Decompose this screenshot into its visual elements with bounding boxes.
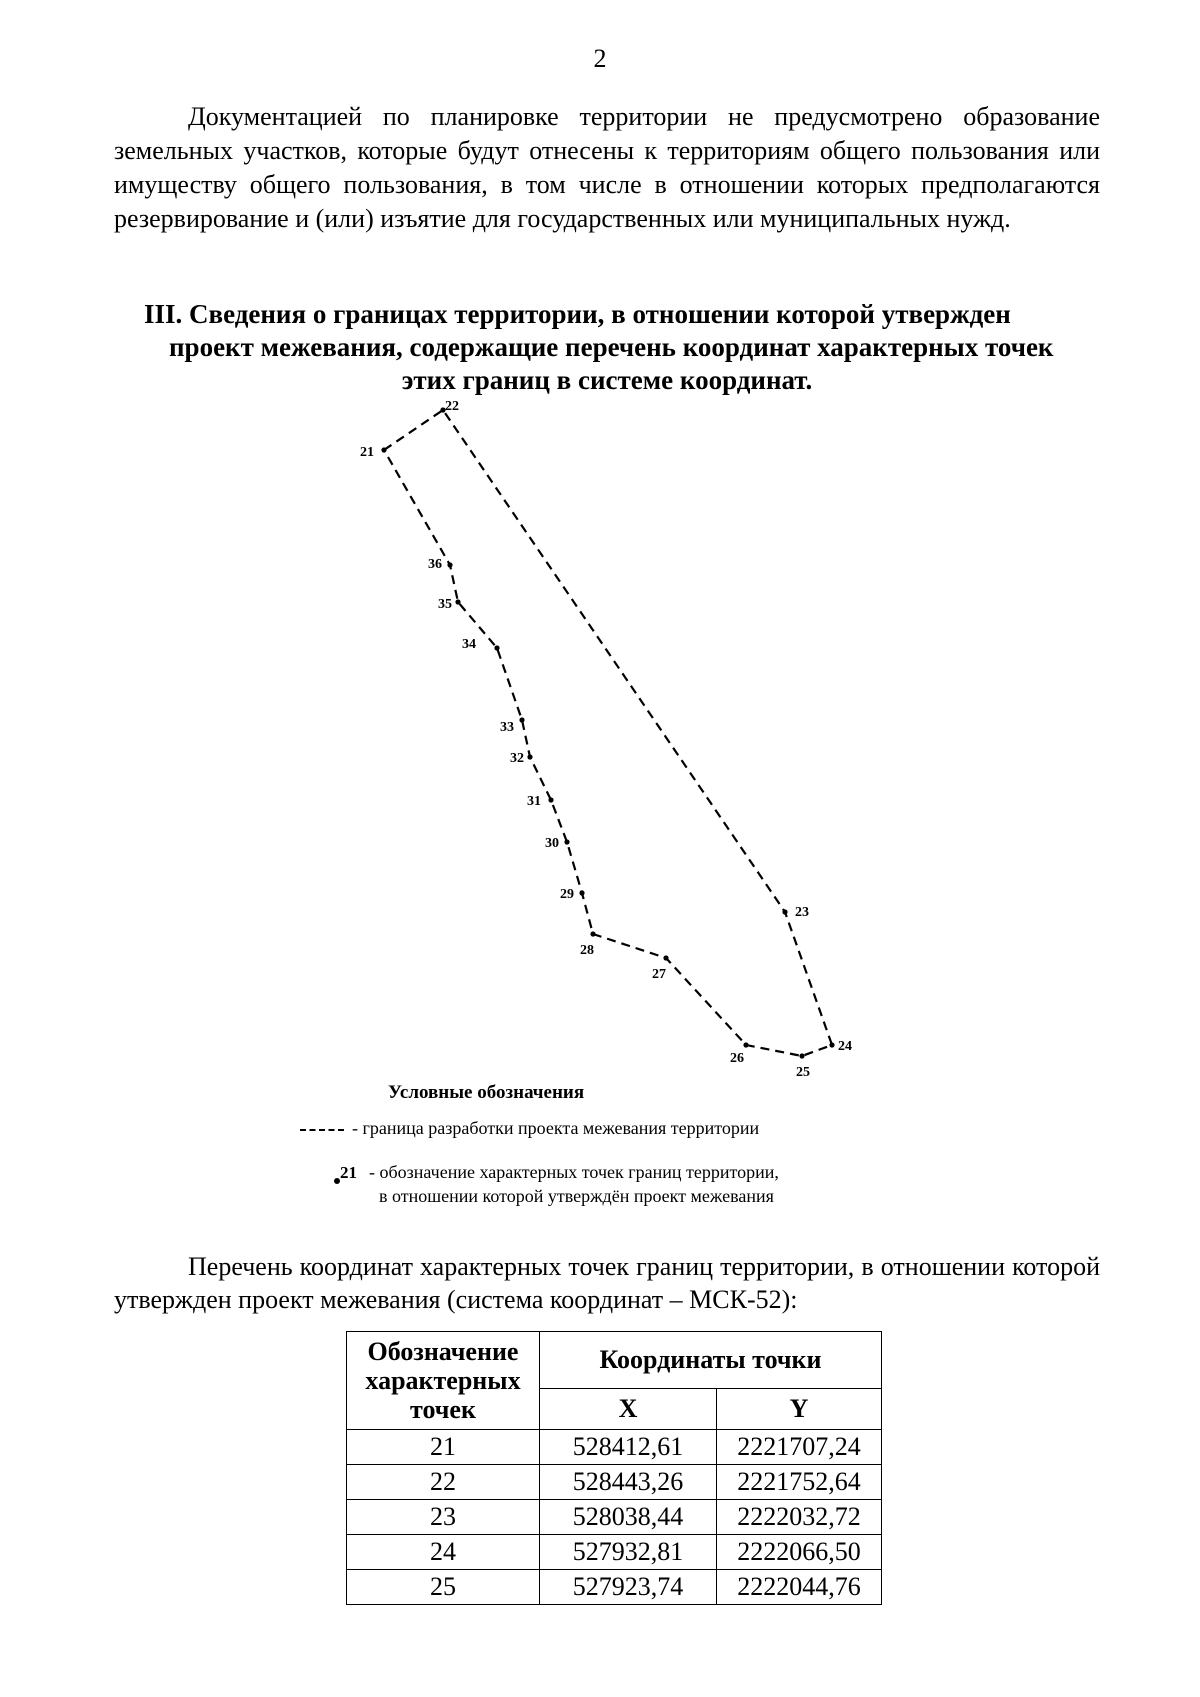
scheme-point-33-label: 33 [500, 720, 514, 735]
cell-x: 528038,44 [540, 1500, 717, 1535]
scheme-point-36-label: 36 [428, 557, 442, 572]
scheme-point-31-marker [548, 797, 553, 802]
legend-line-text: - граница разработки проекта межевания территории [352, 1118, 760, 1138]
scheme-point-29-label: 29 [560, 887, 574, 902]
legend-row-point [334, 1160, 779, 1208]
legend-point-description [369, 1160, 779, 1208]
header-coordinates: Координаты точки [540, 1332, 882, 1389]
boundary-polygon [384, 410, 832, 1056]
scheme-point-33-marker [519, 717, 524, 722]
table-row [347, 1500, 882, 1535]
legend-dash-line-icon [300, 1129, 344, 1131]
legend-title: Условные обозначения [388, 1082, 585, 1103]
scheme-point-35-marker [455, 599, 460, 604]
scheme-point-22-label: 22 [445, 399, 459, 414]
cell-x: 527932,81 [540, 1535, 717, 1570]
legend-point-text-1: - обозначение характерных точек границ территории, [369, 1162, 779, 1182]
cell-point: 25 [347, 1570, 540, 1605]
cell-x: 528412,61 [540, 1430, 717, 1465]
scheme-point-27-label: 27 [652, 967, 666, 982]
scheme-point-23-label: 23 [795, 905, 809, 920]
table-row [347, 1430, 882, 1465]
scheme-point-21-label: 21 [360, 445, 374, 460]
scheme-point-34-marker [494, 645, 499, 650]
legend-row-line [300, 1116, 759, 1140]
page-number: 2 [593, 44, 607, 73]
legend-point-text-2: в отношении которой утверждён проект межевания [379, 1186, 774, 1206]
scheme-point-30-marker [564, 839, 569, 844]
scheme-point-32-marker [527, 754, 532, 759]
scheme-point-25-marker [799, 1053, 804, 1058]
header-designation: Обозначение характерных точек [347, 1332, 540, 1430]
scheme-point-25-label: 25 [796, 1065, 810, 1080]
intro-paragraph: Документацией по планировке территории не предусмотрено образование земельных участков, которые будут отнесены к территориям общего пользования или имуществу общего пользования, в том числе в отношении которых предполагаются резервирование и (или) изъятие для государственных или муниципальных нужд. [114, 102, 1100, 233]
scheme-point-26-marker [743, 1042, 748, 1047]
coordinates-list-intro: Перечень координат характерных точек границ территории, в отношении которой утвержден проект межевания (система координат – МСК-52): [114, 1252, 1100, 1314]
table-row [347, 1570, 882, 1605]
section-heading-line-2: проект межевания, содержащие перечень координат характерных точек [169, 332, 1054, 362]
cell-point: 24 [347, 1535, 540, 1570]
cell-y: 2221707,24 [717, 1430, 882, 1465]
cell-y: 2222044,76 [717, 1570, 882, 1605]
scheme-point-24-marker [829, 1042, 834, 1047]
cell-x: 528443,26 [540, 1465, 717, 1500]
scheme-point-26-label: 26 [730, 1051, 744, 1066]
table-row [347, 1535, 882, 1570]
scheme-point-23-marker [782, 909, 787, 914]
cell-point: 21 [347, 1430, 540, 1465]
header-y: Y [717, 1389, 882, 1430]
scheme-point-32-label: 32 [510, 751, 524, 766]
section-heading-line-3: этих границ в системе координат. [401, 365, 813, 395]
scheme-point-21-marker [381, 447, 386, 452]
section-heading-line-1: III. Сведения о границах территории, в отношении которой утвержден [144, 299, 1011, 329]
cell-y: 2222066,50 [717, 1535, 882, 1570]
coordinates-table [346, 1331, 882, 1605]
scheme-point-27-marker [663, 955, 668, 960]
scheme-point-24-label: 24 [838, 1039, 852, 1054]
scheme-point-28-label: 28 [580, 943, 594, 958]
cell-point: 23 [347, 1500, 540, 1535]
boundary-scheme [0, 390, 1200, 1080]
scheme-point-36-marker [447, 562, 452, 567]
scheme-point-28-marker [590, 931, 595, 936]
cell-x: 527923,74 [540, 1570, 717, 1605]
scheme-point-30-label: 30 [545, 836, 559, 851]
cell-y: 2221752,64 [717, 1465, 882, 1500]
scheme-point-31-label: 31 [527, 794, 541, 809]
scheme-point-35-label: 35 [438, 597, 452, 612]
header-x: X [540, 1389, 717, 1430]
scheme-point-34-label: 34 [462, 637, 476, 652]
cell-point: 22 [347, 1465, 540, 1500]
table-row [347, 1465, 882, 1500]
cell-y: 2222032,72 [717, 1500, 882, 1535]
section-heading [114, 298, 1100, 397]
legend-point-label: 21 [340, 1163, 357, 1182]
scheme-point-29-marker [579, 890, 584, 895]
